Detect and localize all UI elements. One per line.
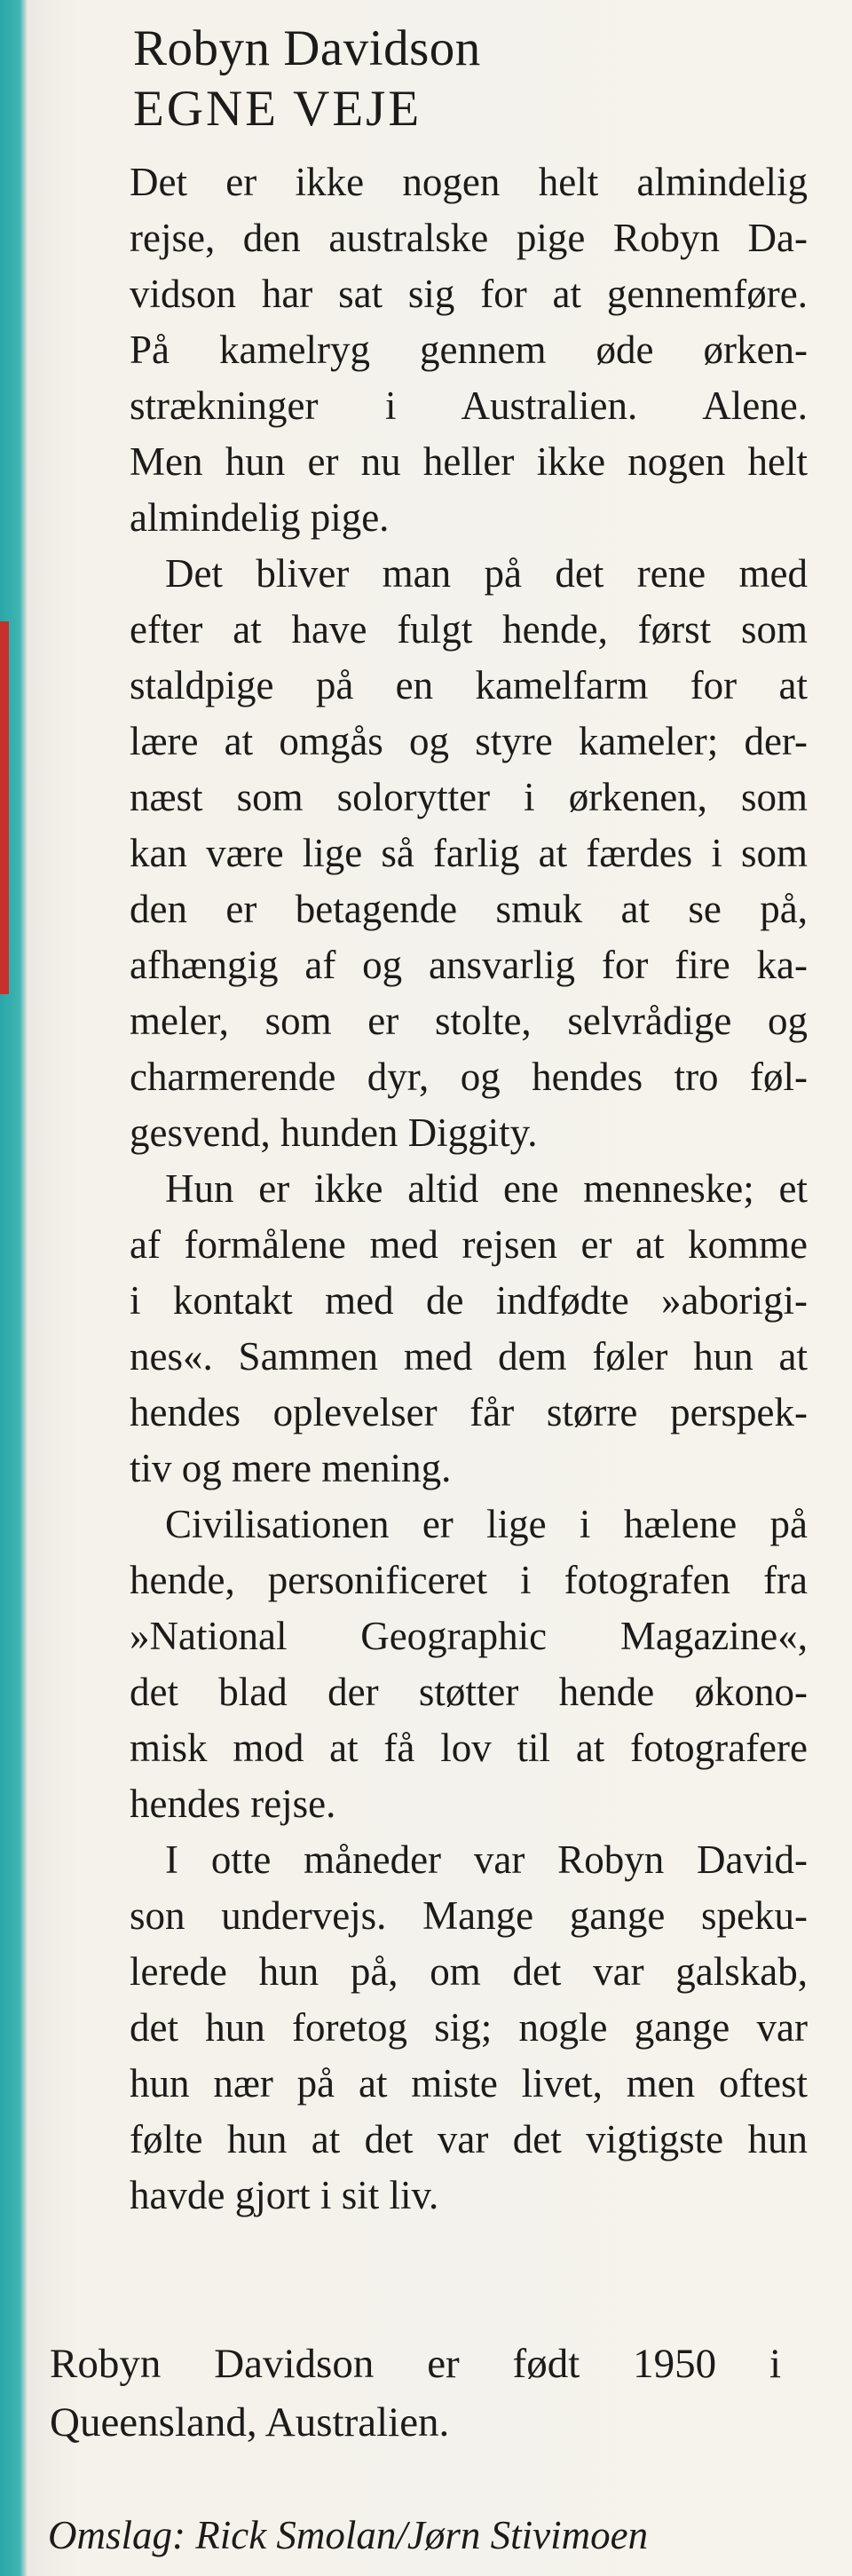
blurb-paragraph-5 [130,1832,808,2224]
text-line: Civilisationen er lige i hælene på [165,1502,808,1546]
blurb-paragraph-3 [130,1161,808,1497]
text-line: af formålene med rejsen er at komme [130,1222,808,1267]
text-line: nes«. Sammen med dem føler hun at [130,1334,808,1379]
text-line: charmerende dyr, og hendes tro føl- [130,1055,808,1099]
text-line: Det er ikke nogen helt almindelig [130,160,808,204]
text-line: rejse, den australske pige Robyn Da- [130,216,808,260]
text-line: strækninger i Australien. Alene. [130,383,808,428]
author-name: Robyn Davidson [133,20,481,76]
text-line: Det bliver man på det rene med [165,551,808,596]
text-line: lerede hun på, om det var galskab, [130,1949,808,1994]
author-bio [50,2335,781,2452]
text-line: efter at have fulgt hende, først som [130,607,808,652]
cover-credit: Omslag: Rick Smolan/Jørn Stivimoen [48,2513,649,2557]
text-line: »National Geographic Magazine«, [130,1614,808,1658]
text-line: Robyn Davidson er født 1950 i [50,2341,781,2387]
text-line: På kamelryg gennem øde ørken- [130,328,808,372]
text-line: hendes rejse. [130,1782,336,1826]
text-line: det hun foretog sig; nogle gange var [130,2005,808,2050]
text-line: næst som solorytter i ørkenen, som [130,775,808,819]
text-line: Hun er ikke altid ene menneske; et [165,1166,808,1211]
text-line: det blad der støtter hende økono- [130,1670,808,1714]
text-line: lære at omgås og styre kameler; der- [130,719,808,763]
cover-edge [0,0,27,2576]
text-line: gesvend, hunden Diggity. [130,1110,538,1155]
blurb-paragraph-2 [130,546,808,1161]
blurb-paragraph-4 [130,1497,808,1832]
text-line: tiv og mere mening. [130,1446,452,1490]
text-line: den er betagende smuk at se på, [130,887,808,931]
book-flap-page [27,0,852,2576]
text-line: son undervejs. Mange gange speku- [130,1893,808,1938]
text-line: i kontakt med de indfødte »aborigi- [130,1278,808,1323]
text-line: afhængig af og ansvarlig for fire ka- [130,943,808,987]
text-line: meler, som er stolte, selvrådige og [130,999,808,1043]
blurb-text [130,154,808,2224]
text-line: almindelig pige. [130,495,390,540]
text-line: I otte måneder var Robyn David- [165,1837,808,1882]
text-line: havde gjort i sit liv. [130,2173,439,2217]
text-line: staldpige på en kamelfarm for at [130,663,808,707]
text-line: Queensland, Australien. [50,2399,450,2446]
book-title: EGNE VEJE [133,81,422,137]
text-line: vidson har sat sig for at gennemføre. [130,272,808,316]
text-line: Men hun er nu heller ikke nogen helt [130,439,808,484]
text-line: hun nær på at miste livet, men oftest [130,2061,808,2106]
text-line: kan være lige så farlig at færdes i som [130,831,808,875]
text-line: misk mod at få lov til at fotografere [130,1726,808,1770]
cover-edge-red-strip [0,621,9,994]
text-line: hende, personificeret i fotografen fra [130,1558,808,1602]
blurb-paragraph-1 [130,154,808,546]
text-line: følte hun at det var det vigtigste hun [130,2117,808,2161]
text-line: hendes oplevelser får større perspek- [130,1390,808,1434]
